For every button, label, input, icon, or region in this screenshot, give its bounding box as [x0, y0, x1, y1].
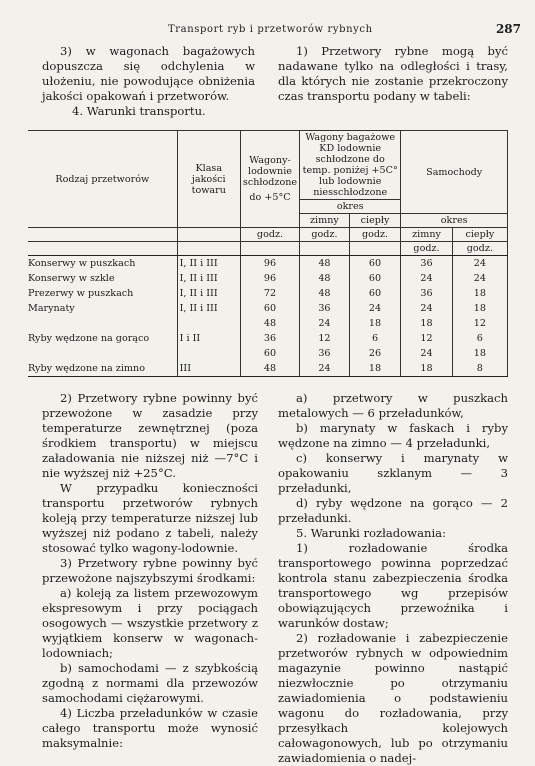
- table-cell-name: Marynaty: [28, 301, 177, 316]
- table-cell-klasa: III: [177, 361, 240, 377]
- item-3b: b) samochodami — z szybkością zgodną z normami dla przewozów samochodami ciężarowymi.: [42, 661, 258, 705]
- page-number: 287: [495, 22, 521, 36]
- table-cell-bz: 24: [300, 316, 350, 331]
- table-cell-sc: 6: [452, 331, 507, 346]
- table-cell-sz: 24: [401, 301, 452, 316]
- paragraph-3: 3) w wagonach bagażowych dopuszcza się odchylenia w ułożeniu, nie powodujące obniżenia jakości opakowań i przetworów.: [42, 44, 255, 103]
- table-cell-sz: 18: [401, 316, 452, 331]
- top-right-column: [278, 44, 508, 104]
- table-cell-sz: 36: [401, 286, 452, 301]
- paragraph-1: 1) Przetwory rybne mogą być nadawane tylko na odległości i trasy, dla których nie zostanie przekroczony czas transportu podany w tabeli:: [278, 44, 508, 103]
- unit-godz: godz.: [401, 242, 452, 256]
- table-cell-sc: 18: [452, 301, 507, 316]
- table-cell-bc: 60: [349, 271, 401, 286]
- table-cell-sz: 12: [401, 331, 452, 346]
- header-cieply-wagony: ciepły: [349, 214, 401, 228]
- table-cell-bz: 36: [300, 346, 350, 361]
- table-cell-name: [28, 346, 177, 361]
- table-row: [28, 346, 508, 361]
- section-heading-5: 5. Warunki rozładowania:: [296, 526, 446, 540]
- unit-godz: godz.: [240, 228, 299, 242]
- header-zimny-samochody: zimny: [401, 228, 452, 242]
- table-row: [28, 271, 508, 286]
- running-title: Transport ryb i przetworów rybnych: [168, 24, 373, 35]
- page-header: [0, 22, 535, 40]
- bottom-left-column: [42, 391, 258, 751]
- table-cell-klasa: [177, 316, 240, 331]
- table-cell-wl: 72: [240, 286, 299, 301]
- header-wagony-lodownie: Wagony-lodownie schłodzone do +5°C: [240, 131, 299, 228]
- table-cell-bc: 26: [349, 346, 401, 361]
- table-cell-bz: 12: [300, 331, 350, 346]
- header-okres-wagony: okres: [300, 200, 401, 214]
- table-cell-sc: 8: [452, 361, 507, 377]
- table-cell-wl: 48: [240, 316, 299, 331]
- item-3a: a) koleją za listem przewozowym ekspresowym i przy pociągach osogowych — wszystkie przetwory z wyjątkiem konserw w wagonach-lodowniach;: [42, 586, 258, 660]
- header-wagony-bagazowe: Wagony bagażowe KD lodownie schłodzone do temp. poniżej +5C° lub lodownie niesschłodzone: [300, 131, 401, 200]
- table-row: [28, 286, 508, 301]
- table-cell-sz: 18: [401, 361, 452, 377]
- table-body: [28, 256, 508, 377]
- table-cell-sz: 24: [401, 271, 452, 286]
- table-cell-name: Konserwy w szkle: [28, 271, 177, 286]
- table-cell-bz: 36: [300, 301, 350, 316]
- table-cell-bc: 60: [349, 256, 401, 272]
- table-cell-sc: 18: [452, 346, 507, 361]
- item-4b: b) marynaty w faskach i ryby wędzone na zimno — 4 przeładunki,: [278, 421, 508, 450]
- table-cell-bz: 48: [300, 286, 350, 301]
- table-cell-name: Konserwy w puszkach: [28, 256, 177, 272]
- table-cell-klasa: I, II i III: [177, 286, 240, 301]
- table-cell-name: Ryby wędzone na gorąco: [28, 331, 177, 346]
- table-cell-bz: 24: [300, 361, 350, 377]
- header-cieply-samochody: ciepły: [452, 228, 507, 242]
- table-cell-bc: 6: [349, 331, 401, 346]
- unit-godz: godz.: [300, 228, 350, 242]
- table-cell-wl: 60: [240, 301, 299, 316]
- header-zimny-wagony: zimny: [300, 214, 350, 228]
- table-cell-bc: 18: [349, 316, 401, 331]
- table-cell-wl: 36: [240, 331, 299, 346]
- table-cell-wl: 48: [240, 361, 299, 377]
- transport-time-table: [28, 130, 508, 377]
- table-row: [28, 256, 508, 272]
- table-cell-klasa: [177, 346, 240, 361]
- table-cell-sc: 12: [452, 316, 507, 331]
- paragraph-3: 3) Przetwory rybne powinny być przewożone najszybszymi środkami:: [42, 556, 258, 585]
- paragraph-5-1: 1) rozładowanie środka transportowego powinna poprzedzać kontrola stanu zabezpieczenia środka transportowego wg przepisów obowiązujących przewoźnika i warunków dostaw;: [278, 541, 508, 630]
- table-cell-wl: 60: [240, 346, 299, 361]
- table-cell-bc: 60: [349, 286, 401, 301]
- table-row: [28, 361, 508, 377]
- table-cell-sc: 24: [452, 256, 507, 272]
- table-cell-sc: 18: [452, 286, 507, 301]
- item-4a: a) przetwory w puszkach metalowych — 6 przeładunków,: [278, 391, 508, 420]
- table-cell-sz: 36: [401, 256, 452, 272]
- paragraph-4: 4) Liczba przeładunków w czasie całego transportu może wynosić maksymalnie:: [42, 706, 258, 750]
- header-samochody: Samochody: [401, 131, 508, 214]
- table-cell-name: Prezerwy w puszkach: [28, 286, 177, 301]
- paragraph-2: 2) Przetwory rybne powinny być przewożone w zasadzie przy temperaturze zewnętrznej (poza środkiem transportu) w miejscu załadowania nie niższej niż —7°C i nie wyższej niż +25°C.: [42, 391, 258, 480]
- item-4d: d) ryby wędzone na gorąco — 2 przeładunki.: [278, 496, 508, 525]
- header-rodzaj: Rodzaj przetworów: [28, 131, 177, 228]
- table-cell-name: Ryby wędzone na zimno: [28, 361, 177, 377]
- table-cell-klasa: I, II i III: [177, 271, 240, 286]
- section-heading-4: 4. Warunki transportu.: [72, 104, 206, 118]
- table-cell-klasa: I i II: [177, 331, 240, 346]
- table-cell-wl: 96: [240, 256, 299, 272]
- table-cell-klasa: I, II i III: [177, 301, 240, 316]
- table-cell-klasa: I, II i III: [177, 256, 240, 272]
- table-cell-sz: 24: [401, 346, 452, 361]
- bottom-right-column: [278, 391, 508, 766]
- table-cell-bc: 24: [349, 301, 401, 316]
- unit-godz: godz.: [349, 228, 401, 242]
- table-row: [28, 331, 508, 346]
- top-left-column: [42, 44, 255, 119]
- header-okres-samochody: okres: [401, 214, 508, 228]
- table-cell-sc: 24: [452, 271, 507, 286]
- table-cell-bc: 18: [349, 361, 401, 377]
- table-cell-name: [28, 316, 177, 331]
- table-cell-bz: 48: [300, 271, 350, 286]
- table-cell-bz: 48: [300, 256, 350, 272]
- table-cell-wl: 96: [240, 271, 299, 286]
- item-4c: c) konserwy i marynaty w opakowaniu szklanym — 3 przeładunki,: [278, 451, 508, 495]
- paragraph-5-2: 2) rozładowanie i zabezpieczenie przetworów rybnych w odpowiednim magazynie powinno nastąpić niezwłocznie po otrzymaniu zawiadomienia o podstawieniu wagonu do rozładowania, przy przesyłkach kolejowych całowagonowych, lub po otrzymaniu zawiadomienia o nadej-: [278, 631, 508, 765]
- unit-godz: godz.: [452, 242, 507, 256]
- header-klasa: Klasa jakości towaru: [177, 131, 240, 228]
- paragraph-2-cont: W przypadku konieczności transportu przetworów rybnych koleją przy temperaturze niższej lub wyższej niż podano z tabeli, należy stosować tylko wagony-lodownie.: [42, 481, 258, 555]
- table-row: [28, 301, 508, 316]
- table-row: [28, 316, 508, 331]
